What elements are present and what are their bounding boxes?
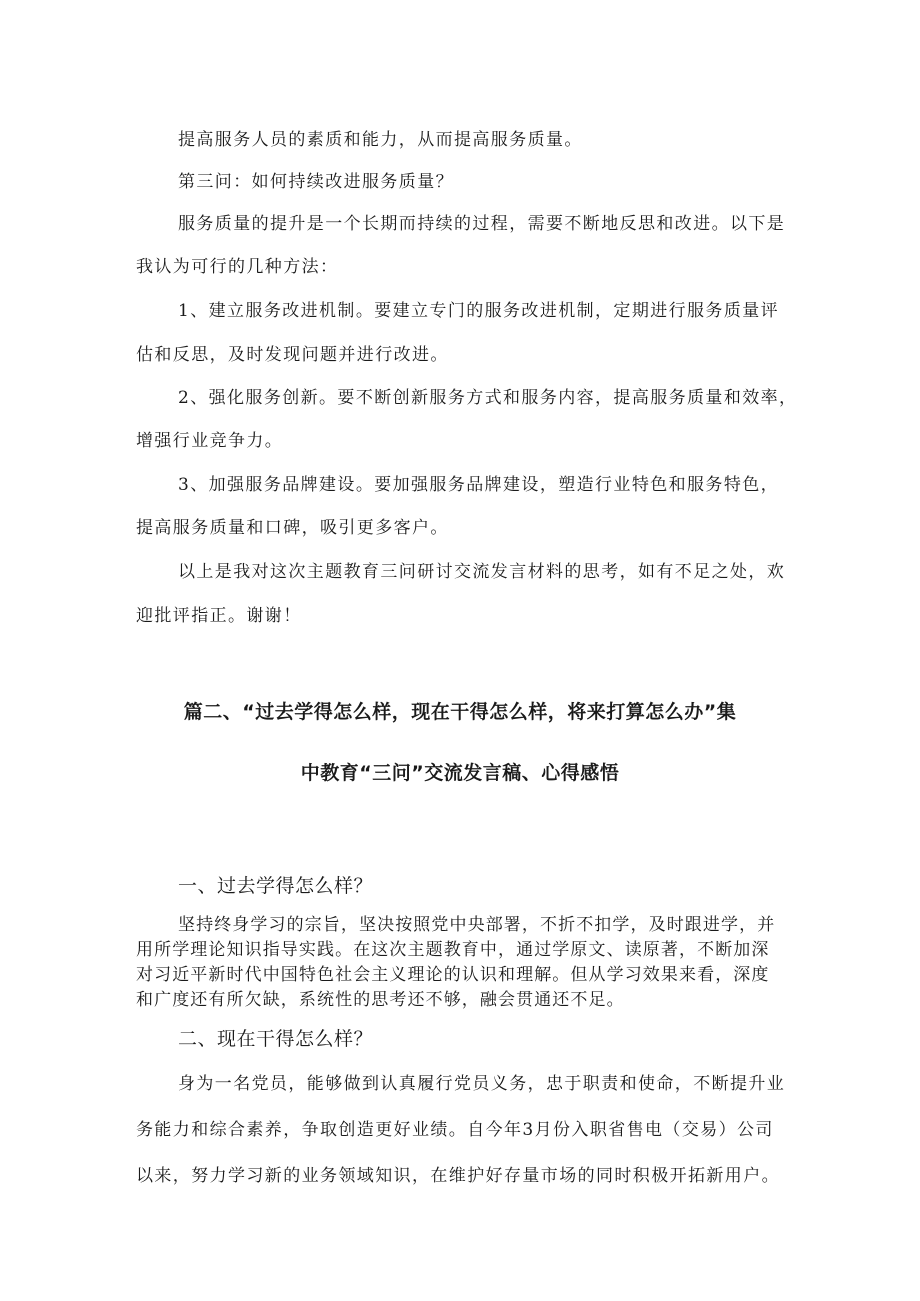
text-line: 第三问：如何持续改进服务质量？ xyxy=(178,172,454,192)
text-line: 1、建立服务改进机制。要建立专门的服务改进机制，定期进行服务质量评 xyxy=(178,301,780,321)
text-line: 以来，努力学习新的业务领域知识，在维护好存量市场的同时积极开拓新用户。 xyxy=(136,1166,780,1186)
section-heading-past: 一、过去学得怎么样？ xyxy=(178,875,374,897)
text-line: 对习近平新时代中国特色社会主义理论的认识和理解。但从学习效果来看，深度 xyxy=(136,965,770,985)
text-line: 我认为可行的几种方法： xyxy=(136,257,339,277)
text-line: 提高服务人员的素质和能力，从而提高服务质量。 xyxy=(178,130,583,150)
text-line: 估和反思，及时发现问题并进行改进。 xyxy=(136,345,449,365)
article-title-line-2: 中教育“三问”交流发言稿、心得感悟 xyxy=(300,762,620,784)
text-line: 增强行业竞争力。 xyxy=(136,431,284,451)
article-title-line-1: 篇二、“过去学得怎么样，现在干得怎么样，将来打算怎么办”集 xyxy=(183,701,737,723)
text-line: 以上是我对这次主题教育三问研讨交流发言材料的思考，如有不足之处，欢 xyxy=(178,562,786,582)
text-line: 和广度还有所欠缺，系统性的思考还不够，融会贯通还不足。 xyxy=(136,990,625,1010)
text-line: 2、强化服务创新。要不断创新服务方式和服务内容，提高服务质量和效率， xyxy=(178,388,798,408)
text-line: 身为一名党员，能够做到认真履行党员义务，忠于职责和使命，不断提升业 xyxy=(178,1074,786,1094)
text-line: 迎批评指正。谢谢！ xyxy=(136,606,302,626)
text-line: 服务质量的提升是一个长期而持续的过程，需要不断地反思和改进。以下是 xyxy=(178,214,786,234)
text-line: 提高服务质量和口碑，吸引更多客户。 xyxy=(136,518,449,538)
text-line: 务能力和综合素养，争取创造更好业绩。自今年3月份入职省售电（交易）公司 xyxy=(136,1120,774,1140)
section-heading-present: 二、现在干得怎么样？ xyxy=(178,1028,374,1050)
text-line: 用所学理论知识指导实践。在这次主题教育中，通过学原文、读原著，不断加深 xyxy=(136,940,770,960)
text-line: 坚持终身学习的宗旨，坚决按照党中央部署，不折不扣学，及时跟进学，并 xyxy=(178,915,776,935)
text-line: 3、加强服务品牌建设。要加强服务品牌建设，塑造行业特色和服务特色， xyxy=(178,475,780,495)
